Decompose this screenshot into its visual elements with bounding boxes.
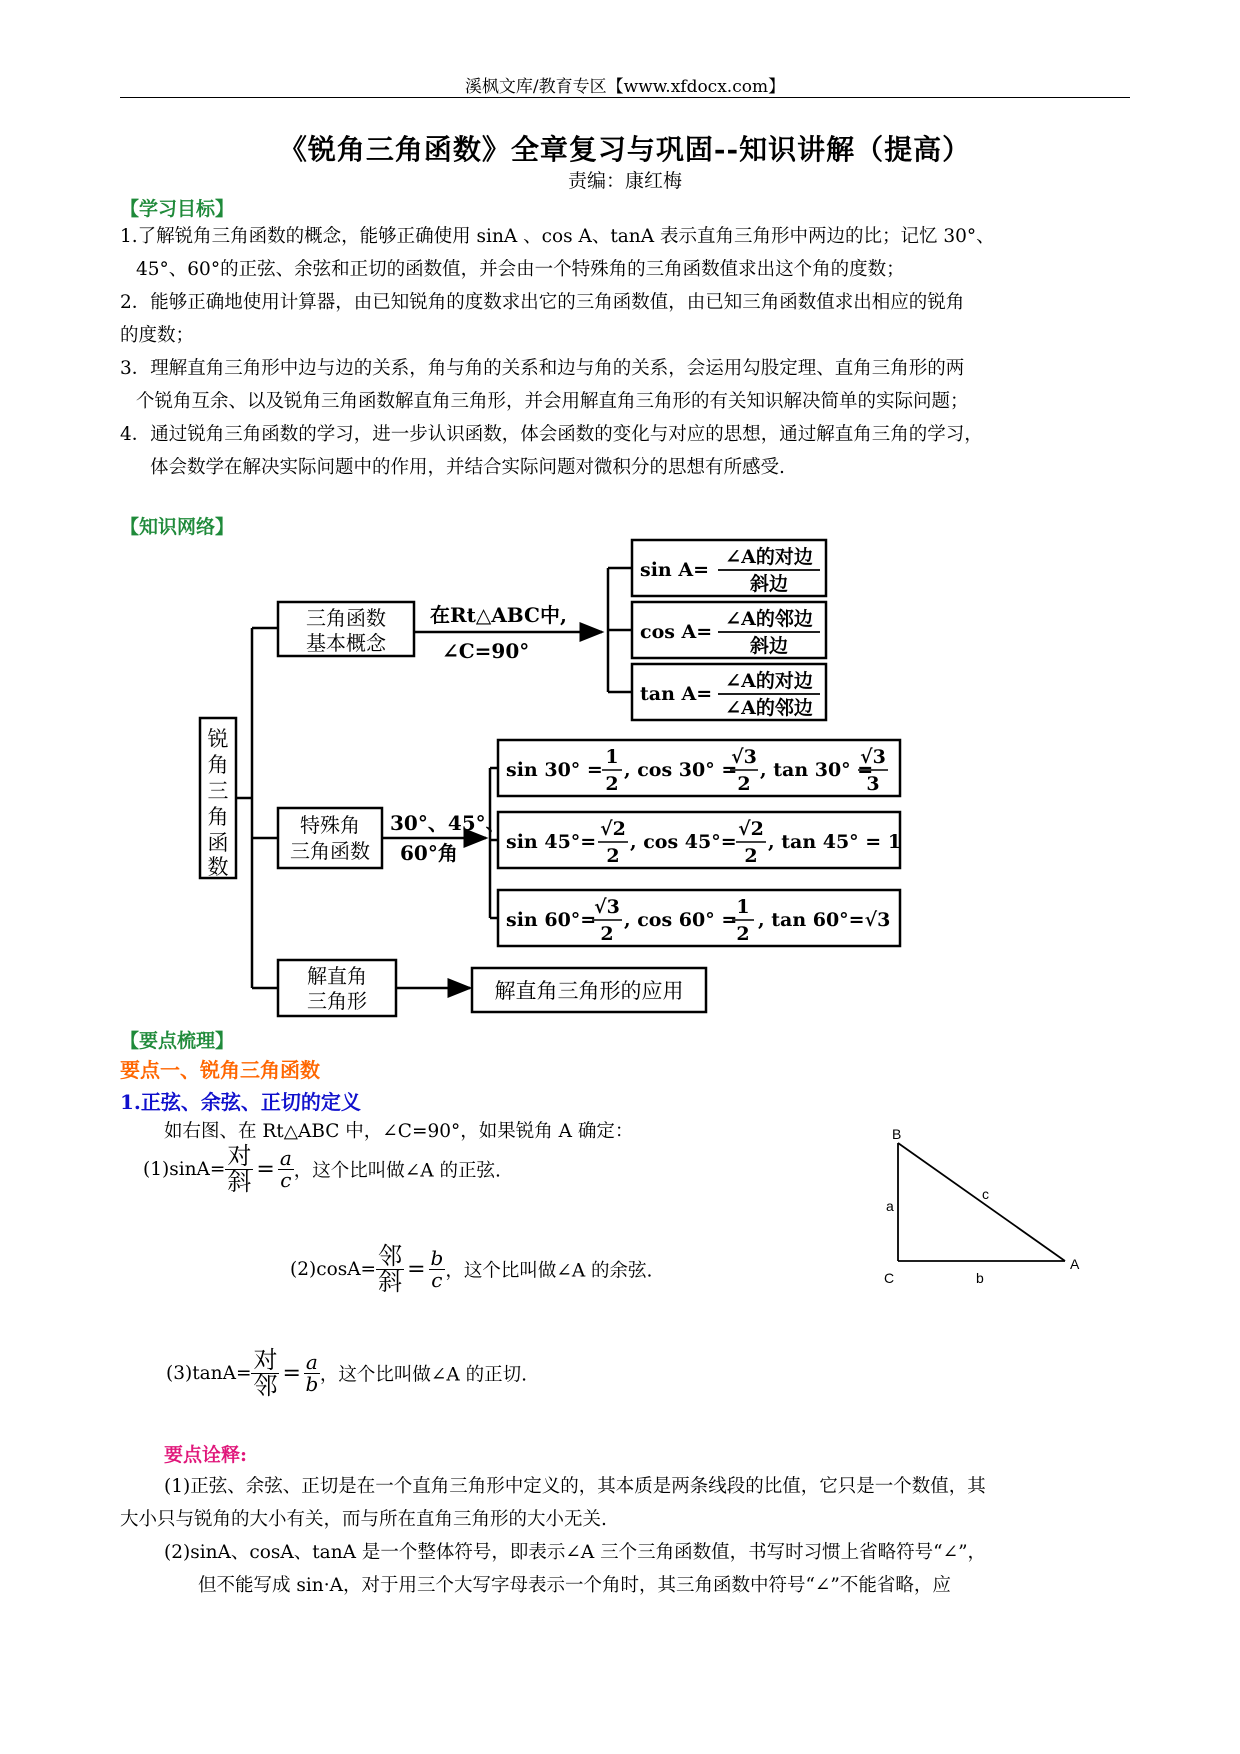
tan30-num: √3 <box>860 746 886 768</box>
branch3-line: 三角形 <box>307 989 367 1013</box>
goal-line: 的度数； <box>120 325 195 346</box>
numerator: b <box>430 1246 444 1271</box>
network-heading: 【知识网络】 <box>120 516 235 538</box>
numerator: a <box>279 1146 292 1171</box>
branch2-line: 三角函数 <box>290 839 370 863</box>
goals-heading: 【学习目标】 <box>120 198 235 220</box>
definition-intro: 如右图、在 Rt△ABC 中，∠C=90°，如果锐角 A 确定： <box>164 1121 634 1142</box>
cos45-den: 2 <box>744 845 758 867</box>
sine-definition: (1)sinA= $\frac{\text{对}}{\text{斜}}$ = $\frac{a}{c}$ ，这个比叫做∠A 的正弦. <box>143 1142 501 1197</box>
branch3-line: 解直角 <box>307 964 367 988</box>
cos-def-denominator: 斜边 <box>749 635 789 657</box>
cos30: , cos 30° = <box>624 759 738 781</box>
points-heading: 【要点梳理】 <box>120 1030 235 1052</box>
note-line: (2)sinA、cosA、tanA 是一个整体符号，即表示∠A 三个三角函数值，书写时习惯上省略符号“∠”， <box>164 1542 987 1563</box>
denominator: 斜 <box>378 1268 403 1297</box>
fraction-letters <box>429 1248 446 1291</box>
denominator: c <box>280 1168 292 1193</box>
note-line: 大小只与锐角的大小有关，而与所在直角三角形的大小无关. <box>120 1509 607 1530</box>
sin45-num: √2 <box>600 818 626 840</box>
goal-line: 4．通过锐角三角函数的学习，进一步认识函数，体会函数的变化与对应的思想，通过解直角三角的学习， <box>120 424 983 445</box>
application-label: 解直角三角形的应用 <box>494 979 684 1003</box>
cos45: , cos 45°= <box>630 831 737 853</box>
side-c: c <box>982 1186 989 1202</box>
vertex-A: A <box>1070 1256 1080 1272</box>
editor-line: 责编：康红梅 <box>567 170 682 192</box>
sin60-num: √3 <box>594 896 620 918</box>
sin-def-denominator: 斜边 <box>749 573 789 595</box>
denominator: b <box>305 1372 319 1397</box>
condition2-line: 60°角 <box>400 841 458 865</box>
goal-line: 2．能够正确地使用计算器，由已知锐角的度数求出它的三角函数值，由已知三角函数值求出相应的锐角 <box>120 292 965 313</box>
sin60: sin 60°= <box>506 909 597 931</box>
goal-line: 体会数学在解决实际问题中的作用，并结合实际问题对微积分的思想有所感受. <box>150 457 785 478</box>
sin-def-numerator: ∠A的对边 <box>725 546 813 568</box>
root-char: 锐 <box>207 727 229 751</box>
sin30-den: 2 <box>605 773 619 795</box>
tan30: , tan 30° = <box>760 759 874 781</box>
root-char: 函 <box>207 831 229 855</box>
tan60: , tan 60°=√3 <box>758 909 891 931</box>
fraction-words <box>376 1244 404 1295</box>
condition1-line: 在Rt△ABC中, <box>430 603 567 627</box>
root-char: 三 <box>207 779 229 803</box>
right-triangle-figure <box>870 1125 1090 1295</box>
document-title: 《锐角三角函数》全章复习与巩固--知识讲解（提高） <box>278 133 972 166</box>
note-line: 但不能写成 sin·A，对于用三个大写字母表示一个角时，其三角函数中符号“∠”不能省略，应 <box>198 1575 951 1596</box>
cos60-num: 1 <box>736 896 750 918</box>
formula-suffix: ，这个比叫做∠A 的正弦. <box>293 1160 501 1182</box>
goal-line: 1.了解锐角三角函数的概念，能够正确使用 sinA 、cos A、tanA 表示直角三角形中两边的比；记忆 30°、 <box>120 226 995 247</box>
point1-heading: 要点一、锐角三角函数 <box>120 1058 320 1082</box>
tan30-den: 3 <box>866 773 880 795</box>
cos45-num: √2 <box>738 818 764 840</box>
vertex-B: B <box>892 1126 902 1142</box>
tangent-definition: (3)tanA= $\frac{\text{对}}{\text{邻}}$ = $\frac{a}{b}$ ，这个比叫做∠A 的正切. <box>166 1346 527 1401</box>
notes-body <box>120 1470 1130 1602</box>
numerator: a <box>305 1350 318 1375</box>
note-line: (1)正弦、余弦、正切是在一个直角三角形中定义的，其本质是两条线段的比值，它只是一个数值，其 <box>164 1476 986 1497</box>
numerator: 对 <box>253 1346 278 1374</box>
tan-def-numerator: ∠A的对边 <box>725 670 813 692</box>
cos-def-numerator: ∠A的邻边 <box>725 608 813 630</box>
root-char: 角 <box>207 753 229 777</box>
sin30-num: 1 <box>605 746 619 768</box>
sin30: sin 30° = <box>506 759 603 781</box>
side-b: b <box>976 1270 984 1286</box>
cos30-den: 2 <box>737 773 751 795</box>
formula-suffix: ，这个比叫做∠A 的余弦. <box>445 1260 653 1282</box>
cos-def-lhs: cos A= <box>640 621 713 643</box>
denominator: 斜 <box>227 1168 252 1197</box>
root-char: 数 <box>207 855 229 879</box>
sin45-den: 2 <box>606 845 620 867</box>
branch1-line: 三角函数 <box>306 606 386 630</box>
fraction-letters <box>304 1352 320 1395</box>
tan45: , tan 45° = 1 <box>768 831 902 853</box>
goal-line: 45°、60°的正弦、余弦和正切的函数值，并会由一个特殊角的三角函数值求出这个角的度数； <box>136 259 905 280</box>
condition2-line: 30°、45°、 <box>390 811 506 835</box>
sin60-den: 2 <box>600 923 614 945</box>
notes-heading: 要点诠释: <box>164 1444 248 1466</box>
sub1-heading: 1.正弦、余弦、正切的定义 <box>120 1090 361 1114</box>
page-header: 溪枫文库/教育专区【www.xfdocx.com】 <box>464 77 786 97</box>
vertex-C: C <box>884 1270 895 1286</box>
formula-prefix: (2)cosA= <box>290 1259 377 1281</box>
formula-prefix: (3)tanA= <box>166 1363 252 1385</box>
cos30-num: √3 <box>731 746 757 768</box>
numerator: 邻 <box>378 1242 403 1270</box>
sin-def-lhs: sin A= <box>640 559 710 581</box>
sin45: sin 45°= <box>506 831 597 853</box>
tan-def-lhs: tan A= <box>640 683 713 705</box>
numerator: 对 <box>227 1142 252 1170</box>
denominator: 邻 <box>253 1372 278 1401</box>
fraction-letters <box>278 1148 294 1191</box>
formula-prefix: (1)sinA= <box>143 1159 226 1181</box>
side-a: a <box>886 1198 894 1214</box>
goal-line: 3．理解直角三角形中边与边的关系，角与角的关系和边与角的关系，会运用勾股定理、直角三角形的两 <box>120 358 965 379</box>
branch1-line: 基本概念 <box>306 631 386 655</box>
cosine-definition: (2)cosA= $\frac{\text{邻}}{\text{斜}}$ = $\frac{b}{c}$ ，这个比叫做∠A 的余弦. <box>290 1242 653 1297</box>
tan-def-denominator: ∠A的邻边 <box>725 697 813 719</box>
condition1-line: ∠C=90° <box>442 639 530 663</box>
cos60-den: 2 <box>736 923 750 945</box>
goal-line: 个锐角互余、以及锐角三角函数解直角三角形，并会用解直角三角形的有关知识解决简单的实际问题； <box>136 391 969 412</box>
denominator: c <box>431 1268 443 1293</box>
cos60: , cos 60° = <box>624 909 738 931</box>
branch2-line: 特殊角 <box>300 813 360 837</box>
root-char: 角 <box>207 805 229 829</box>
fraction-words <box>225 1144 253 1195</box>
formula-suffix: ，这个比叫做∠A 的正切. <box>319 1364 527 1386</box>
fraction-words <box>251 1348 279 1399</box>
